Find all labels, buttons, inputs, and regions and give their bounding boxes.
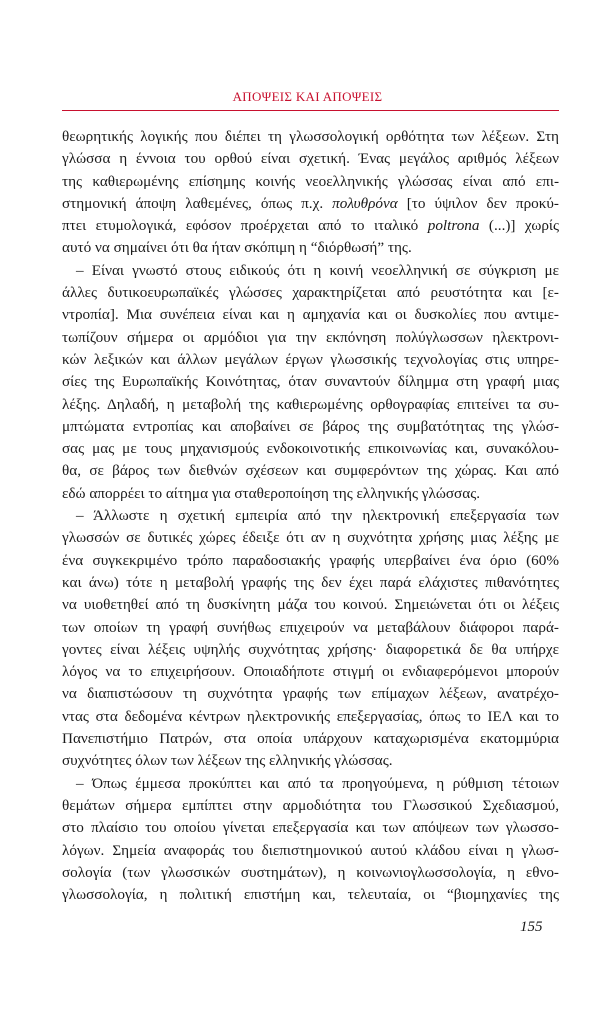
text-line: αυτό να σημαίνει ότι θα ήταν σκόπιμη η “διόρθωσή” της. — [62, 239, 412, 257]
text-line: – Όπως έμμεσα προκύπτει και από τα προηγούμενα, η ρύθμιση τέτοιων — [76, 774, 559, 792]
text-line: άλλες δυτικοευρωπαϊκές γλώσσες χαρακτηρίζεται από ρευστότητα και [ε- — [62, 284, 559, 302]
text-line: ντας στα δεδομένα κέντρων ηλεκτρονικής επεξεργασίας, όπως το ΙΕΛ και το — [62, 707, 559, 725]
header-rule — [62, 110, 559, 111]
text-line: σολογία (των γλωσσικών συστημάτων), η κοινωνιογλωσσολογία, η εθνο- — [62, 863, 559, 881]
text-line: λόγος να το επιχειρήσουν. Οποιαδήποτε στιγμή οι ενδιαφερόμενοι μπορούν — [62, 663, 559, 681]
text-line: τωπίζουν σήμερα οι αρμόδιοι για την εκπόνηση πολύγλωσσων ηλεκτρονι- — [62, 328, 559, 346]
text-span: [το ύψιλον δεν προκύ- — [397, 194, 559, 212]
text-line: της καθιερωμένης επίσημης κοινής νεοελληνικής γλώσσας είναι από επι- — [62, 172, 559, 190]
text-line: – Είναι γνωστό στους ειδικούς ότι η κοινή νεοελληνική σε σύγκριση με — [76, 261, 559, 279]
text-line: να διαπιστώσουν τη συχνότητα γραφής των επίμαχων λέξεων, ανατρέχο- — [62, 685, 559, 703]
text-line: να υιοθετηθεί από τη δυσκίνητη μάζα του κοινού. Σημειώνεται ότι οι λέξεις — [62, 596, 559, 614]
text-line: κών λεξικών και άλλων μεγάλων έργων γλωσσικής τεχνολογίας στις υπηρε- — [62, 350, 559, 368]
text-line: γλώσσα η έννοια του ορθού είναι σχετική. Ένας μεγάλος αριθμός λέξεων — [62, 150, 559, 168]
text-line: γοντες είναι λέξεις υψηλής συχνότητας χρήσης· διαφορετικά δε θα υπήρχε — [62, 640, 559, 658]
text-line: ένα συγκεκριμένο τρόπο παραδοσιακής γραφής υπερβαίνει ένα όριο (60% — [62, 551, 559, 569]
text-line: σίες της Ευρωπαϊκής Κοινότητας, όταν συναντούν δίλημμα στη γραφή μιας — [62, 373, 559, 391]
italic-term: πολυθρόνα — [332, 194, 398, 212]
text-line: – Άλλωστε η σχετική εμπειρία από την ηλεκτρονική επεξεργασία των — [76, 507, 559, 525]
text-line: λέξης. Δηλαδή, η μεταβολή της καθιερωμένης ορθογραφίας επιτείνει τα συ- — [62, 395, 559, 413]
running-head: ΑΠΟΨΕΙΣ ΚΑΙ ΑΠΟΨΕΙΣ — [232, 89, 383, 104]
page-number: 155 — [520, 919, 543, 935]
text-line — [62, 193, 559, 215]
text-line: σας μας με τους μηχανισμούς ενδοκοινοτικής επικοινωνίας και, συνακόλου- — [62, 440, 559, 458]
text-line: των οποίων τη γραφή συνήθως επιχειρούν να μεταβάλουν διάφοροι παρά- — [62, 618, 559, 636]
italic-term: poltrona — [427, 217, 480, 235]
text-line: θεμάτων σήμερα εμπίπτει στην αρμοδιότητα του Γλωσσικού Σχεδιασμού, — [62, 796, 559, 814]
text-line: συχνότητες όλων των λέξεων της ελληνικής γλώσσας. — [62, 752, 393, 770]
text-line: λόγων. Σημεία αναφοράς του διεπιστημονικού αυτού κλάδου είναι η γλωσ- — [62, 841, 559, 859]
text-span: στημονική άποψη λαθεμένες, όπως π.χ. — [62, 194, 333, 212]
text-line: Πανεπιστήμιο Πατρών, στα οποία υπάρχουν καταχωρισμένα εκατομμύρια — [62, 730, 559, 748]
body-text — [62, 126, 559, 906]
text-line: εδώ απορρέει το αίτημα για σταθεροποίηση της ελληνικής γλώσσας. — [62, 484, 481, 502]
text-line: γλωσσολογία, η πολιτική επιστήμη και, τελευταία, οι “βιομηχανίες της — [62, 886, 559, 904]
text-span: πτει ετυμολογικά, εφόσον προέρχεται από το ιταλικό — [62, 217, 428, 235]
text-line: στο πλαίσιο του οποίου γίνεται επεξεργασία και των απόψεων των γλωσσο- — [62, 819, 559, 837]
text-line: γλωσσών σε δυτικές χώρες έδειξε ότι αν η συχνότητα χρήσης μιας λέξης με — [62, 529, 559, 547]
text-line: μπτώματα εντροπίας και αποβαίνει σε βάρος της συμβατότητας της γλώσ- — [62, 417, 559, 435]
text-line: θα, σε βάρος των διεθνών σχέσεων και συμφερόντων της χώρας. Και από — [62, 462, 559, 480]
text-line — [62, 215, 559, 237]
text-span: (...)] χωρίς — [479, 217, 559, 235]
text-line: θεωρητικής λογικής που διέπει τη γλωσσολογική ορθότητα των λέξεων. Στη — [62, 128, 559, 145]
text-line: και άνω) τότε η μεταβολή γραφής της δεν έχει παρά ελάχιστες πιθανότητες — [62, 573, 559, 591]
text-line: ντροπία]. Μια συνέπεια είναι και η αμηχανία και οι δυσκολίες που αντιμε- — [62, 306, 559, 324]
